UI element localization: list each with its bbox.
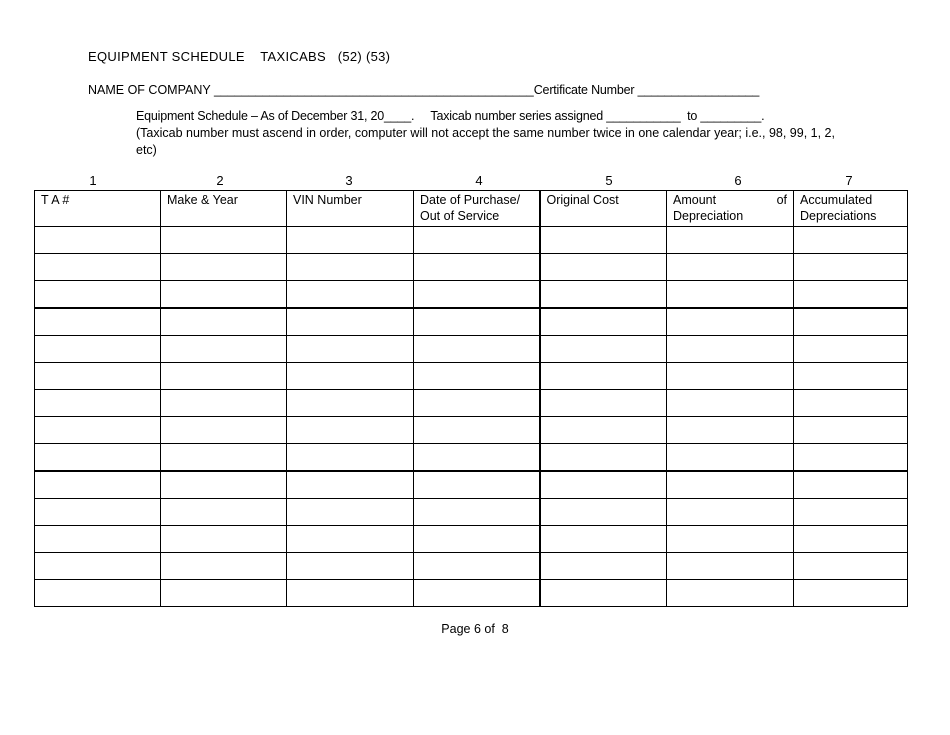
column-number-5: 5: [605, 173, 613, 188]
table-cell[interactable]: [667, 363, 794, 390]
table-cell[interactable]: [287, 444, 414, 472]
table-cell[interactable]: [667, 254, 794, 281]
table-cell[interactable]: [161, 499, 287, 526]
header-date-of-purchase: Date of Purchase/ Out of Service: [414, 191, 540, 227]
table-cell[interactable]: [667, 390, 794, 417]
table-cell[interactable]: [667, 526, 794, 553]
table-cell[interactable]: [540, 417, 667, 444]
table-cell[interactable]: [35, 499, 161, 526]
page-number: Page 6 of 8: [441, 622, 509, 636]
table-cell[interactable]: [540, 336, 667, 363]
table-cell[interactable]: [540, 390, 667, 417]
table-row: [35, 254, 908, 281]
table-cell[interactable]: [794, 417, 908, 444]
instructions-line-1: Equipment Schedule – As of December 31, 20____. Taxicab number series assigned ___________ to _________.: [136, 109, 765, 123]
table-cell[interactable]: [667, 281, 794, 309]
table-cell[interactable]: [287, 417, 414, 444]
column-number-1: 1: [89, 173, 97, 188]
column-numbers: [34, 173, 907, 189]
column-number-7: 7: [845, 173, 853, 188]
company-name-field[interactable]: NAME OF COMPANY ______________________________________________: [88, 83, 534, 97]
table-row: [35, 363, 908, 390]
table-row: [35, 471, 908, 499]
table-cell[interactable]: [161, 390, 287, 417]
table-cell[interactable]: [540, 281, 667, 309]
table-row: [35, 499, 908, 526]
table-cell[interactable]: [540, 499, 667, 526]
table-cell[interactable]: [287, 281, 414, 309]
table-cell[interactable]: [414, 308, 540, 336]
header-amount-of-depreciation: Amount of Depreciation: [667, 191, 794, 227]
table-cell[interactable]: [161, 526, 287, 553]
table-cell[interactable]: [540, 227, 667, 254]
table-row: [35, 308, 908, 336]
table-cell[interactable]: [667, 580, 794, 607]
table-cell[interactable]: [287, 308, 414, 336]
table-cell[interactable]: [667, 417, 794, 444]
table-cell[interactable]: [161, 444, 287, 472]
table-cell[interactable]: [540, 254, 667, 281]
table-cell[interactable]: [287, 336, 414, 363]
table-cell[interactable]: [35, 281, 161, 309]
table-cell[interactable]: [540, 471, 667, 499]
table-row: [35, 336, 908, 363]
table-cell[interactable]: [161, 254, 287, 281]
table-cell[interactable]: [161, 336, 287, 363]
header-original-cost: Original Cost: [540, 191, 667, 227]
table-cell[interactable]: [667, 308, 794, 336]
table-cell[interactable]: [35, 363, 161, 390]
table-cell[interactable]: [414, 526, 540, 553]
table-cell[interactable]: [287, 390, 414, 417]
table-cell[interactable]: [667, 444, 794, 472]
table-cell[interactable]: [287, 553, 414, 580]
table-cell[interactable]: [667, 336, 794, 363]
table-cell[interactable]: [794, 471, 908, 499]
table-cell[interactable]: [287, 499, 414, 526]
table-cell[interactable]: [35, 580, 161, 607]
table-cell[interactable]: [287, 580, 414, 607]
table-cell[interactable]: [414, 363, 540, 390]
table-cell[interactable]: [414, 444, 540, 472]
table-cell[interactable]: [414, 471, 540, 499]
certificate-number-field[interactable]: Certificate Number __________________: [533, 83, 760, 97]
table-cell[interactable]: [794, 553, 908, 580]
table-cell[interactable]: [540, 444, 667, 472]
table-cell[interactable]: [414, 417, 540, 444]
instructions-line-2: (Taxicab number must ascend in order, computer will not accept the same number twice in one calendar year; i.e., 98, 99, 1, 2, etc): [136, 126, 835, 157]
header-vin-number: VIN Number: [287, 191, 414, 227]
table-cell[interactable]: [540, 308, 667, 336]
table-cell[interactable]: [667, 227, 794, 254]
table-header-row: [35, 191, 908, 227]
table-cell[interactable]: [161, 308, 287, 336]
table-cell[interactable]: [667, 471, 794, 499]
table-cell[interactable]: [287, 471, 414, 499]
table-row: [35, 444, 908, 472]
table-cell[interactable]: [161, 363, 287, 390]
table-cell[interactable]: [35, 254, 161, 281]
table-cell[interactable]: [540, 553, 667, 580]
table-row: [35, 227, 908, 254]
table-cell[interactable]: [161, 580, 287, 607]
table-cell[interactable]: [161, 471, 287, 499]
table-row: [35, 526, 908, 553]
header-make-year: Make & Year: [161, 191, 287, 227]
table-cell[interactable]: [794, 526, 908, 553]
table-cell[interactable]: [35, 526, 161, 553]
table-row: [35, 390, 908, 417]
table-cell[interactable]: [794, 390, 908, 417]
table-cell[interactable]: [794, 227, 908, 254]
table-cell[interactable]: [794, 336, 908, 363]
column-number-6: 6: [734, 173, 742, 188]
table-cell[interactable]: [35, 336, 161, 363]
table-cell[interactable]: [161, 281, 287, 309]
table-cell[interactable]: [794, 580, 908, 607]
table-cell[interactable]: [794, 308, 908, 336]
column-number-3: 3: [345, 173, 353, 188]
table-cell[interactable]: [35, 444, 161, 472]
column-number-2: 2: [216, 173, 224, 188]
table-cell[interactable]: [414, 281, 540, 309]
header-accumulated-depreciations: Accumulated Depreciations: [794, 191, 908, 227]
table-cell[interactable]: [794, 499, 908, 526]
table-row: [35, 281, 908, 309]
table-cell[interactable]: [287, 227, 414, 254]
schedule-title: EQUIPMENT SCHEDULE TAXICABS (52) (53): [88, 49, 391, 64]
table-cell[interactable]: [794, 444, 908, 472]
table-cell[interactable]: [287, 526, 414, 553]
table-cell[interactable]: [667, 499, 794, 526]
company-line: [88, 83, 759, 97]
table-cell[interactable]: [161, 553, 287, 580]
table-cell[interactable]: [161, 417, 287, 444]
table-cell[interactable]: [414, 390, 540, 417]
table-cell[interactable]: [414, 254, 540, 281]
table-cell[interactable]: [35, 553, 161, 580]
table-cell[interactable]: [35, 390, 161, 417]
table-cell[interactable]: [414, 499, 540, 526]
table-cell[interactable]: [414, 336, 540, 363]
table-cell[interactable]: [414, 580, 540, 607]
table-cell[interactable]: [794, 254, 908, 281]
header-ta-number: T A #: [35, 191, 161, 227]
table-cell[interactable]: [540, 580, 667, 607]
table-row: [35, 553, 908, 580]
table-cell[interactable]: [287, 254, 414, 281]
equipment-table: [34, 190, 908, 607]
table-cell[interactable]: [540, 526, 667, 553]
table-row: [35, 580, 908, 607]
column-number-4: 4: [475, 173, 483, 188]
table-cell[interactable]: [414, 227, 540, 254]
table-cell[interactable]: [414, 553, 540, 580]
table-cell[interactable]: [540, 363, 667, 390]
table-cell[interactable]: [35, 471, 161, 499]
table-cell[interactable]: [35, 227, 161, 254]
table-cell[interactable]: [794, 281, 908, 309]
instructions: [136, 108, 836, 159]
table-cell[interactable]: [35, 417, 161, 444]
table-cell[interactable]: [161, 227, 287, 254]
table-cell[interactable]: [667, 553, 794, 580]
table-cell[interactable]: [35, 308, 161, 336]
table-row: [35, 417, 908, 444]
table-cell[interactable]: [287, 363, 414, 390]
table-cell[interactable]: [794, 363, 908, 390]
